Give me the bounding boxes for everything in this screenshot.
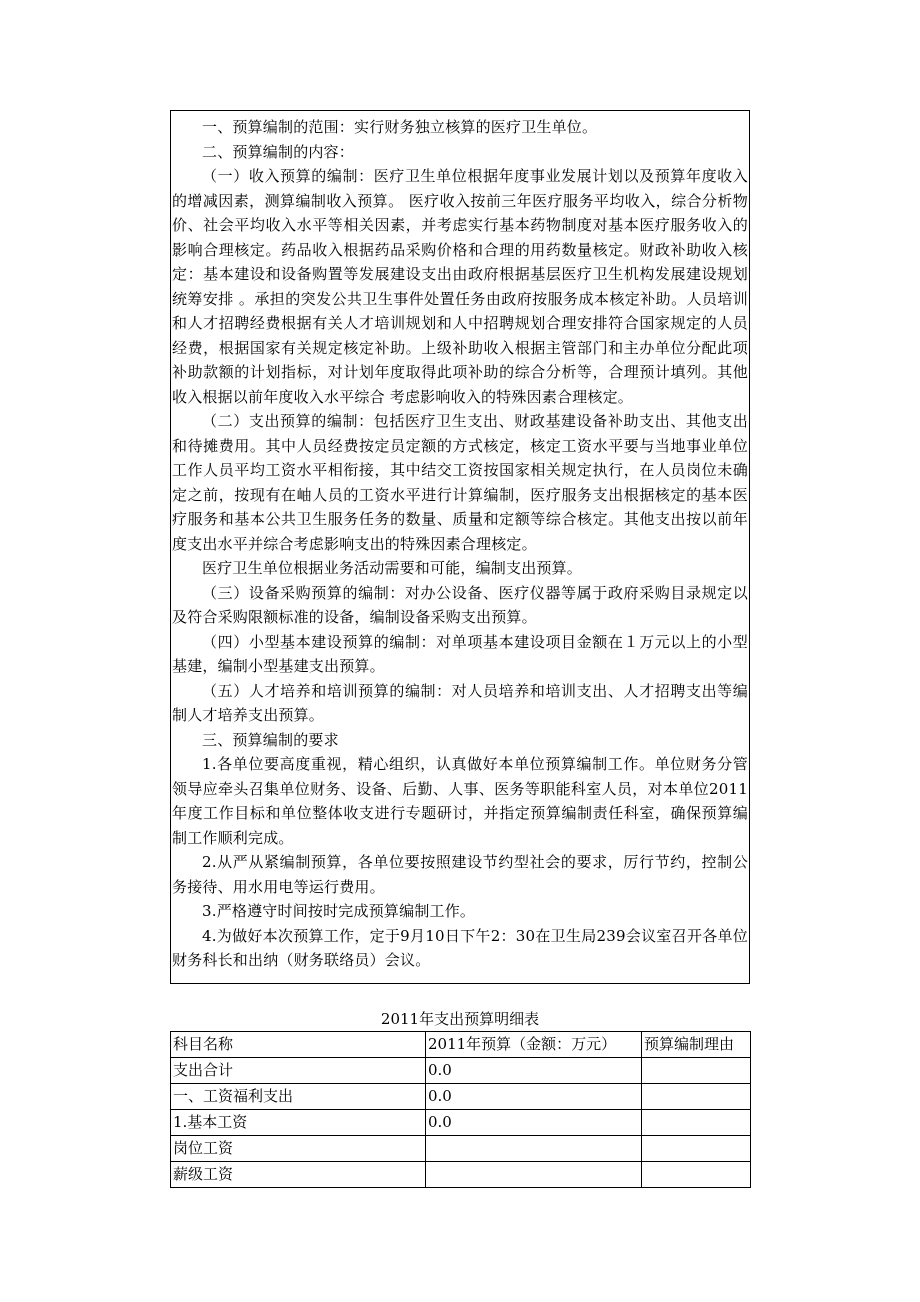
paragraph-content-heading: 二、预算编制的内容： (202, 142, 355, 161)
table-title: 2011年支出预算明细表 (380, 1010, 540, 1028)
table-cell: 0.0 (426, 1084, 642, 1110)
table-cell: 1.基本工资 (171, 1110, 426, 1136)
header-budget-amount: 2011年预算（金额：万元） (426, 1032, 642, 1058)
paragraph-scope: 一、预算编制的范围：实行财务独立核算的医疗卫生单位。 (202, 118, 598, 136)
table-cell (642, 1162, 751, 1188)
table-row (171, 1110, 751, 1136)
budget-table (170, 1031, 751, 1188)
header-subject-name: 科目名称 (171, 1032, 426, 1058)
table-cell (642, 1136, 751, 1162)
table-row (171, 1058, 751, 1084)
paragraph-expense-note: 医疗卫生单位根据业务活动需要和可能，编制支出预算。 (202, 559, 583, 577)
table-cell (426, 1136, 642, 1162)
table-cell: 岗位工资 (171, 1136, 426, 1162)
table-header-row (171, 1032, 751, 1058)
table-cell (642, 1084, 751, 1110)
table-cell: 薪级工资 (171, 1162, 426, 1188)
table-cell (642, 1058, 751, 1084)
table-row (171, 1162, 751, 1188)
paragraph-equipment-budget: （三）设备采购预算的编制：对办公设备、医疗仪器等属于政府采购目录规定以及符合采购限额标准的设备，编制设备采购支出预算。 (172, 583, 748, 626)
table-cell: 一、工资福利支出 (171, 1084, 426, 1110)
table-cell: 0.0 (426, 1058, 642, 1084)
paragraph-requirement-2: 2.从严从紧编制预算，各单位要按照建设节约型社会的要求，厉行节约，控制公务接待、用水用电等运行费用。 (172, 853, 748, 896)
header-budget-reason: 预算编制理由 (642, 1032, 751, 1058)
paragraph-requirement-4: 4.为做好本次预算工作，定于9月10日下午2：30在卫生局239会议室召开各单位财务科长和出纳（财务联络员）会议。 (172, 926, 748, 969)
paragraph-requirement-1: 1.各单位要高度重视，精心组织，认真做好本单位预算编制工作。单位财务分管领导应牵头召集单位财务、设备、后勤、人事、医务等职能科室人员，对本单位2011年度工作目标和单位整体收支进行专题研讨，并指定预算编制责任科室，确保预算编制工作顺利完成。 (172, 755, 748, 847)
paragraph-requirements-heading: 三、预算编制的要求 (202, 730, 339, 749)
table-cell: 0.0 (426, 1110, 642, 1136)
paragraph-construction-budget: （四）小型基本建设预算的编制：对单项基本建设项目金额在１万元以上的小型基建，编制小型基建支出预算。 (172, 632, 748, 675)
table-cell (642, 1110, 751, 1136)
paragraph-requirement-3: 3.严格遵守时间按时完成预算编制工作。 (202, 902, 476, 920)
notice-text-box (170, 110, 750, 984)
paragraph-training-budget: （五）人才培养和培训预算的编制：对人员培养和培训支出、人才招聘支出等编制人才培养支出预算。 (172, 681, 748, 724)
table-cell: 支出合计 (171, 1058, 426, 1084)
table-row (171, 1136, 751, 1162)
paragraph-expense-budget: （二）支出预算的编制：包括医疗卫生支出、财政基建设备补助支出、其他支出和待摊费用。其中人员经费按定员定额的方式核定，核定工资水平要与当地事业单位工作人员平均工资水平相衔接，其中结交工资按国家相关规定执行，在人员岗位未确定之前，按现有在岫人员的工资水平进行计算编制，医疗服务支出根据核定的基本医疗服务和基本公共卫生服务任务的数量、质量和定额等综合核定。其他支出按以前年度支出水平并综合考虑影响支出的特殊因素合理核定。 (172, 412, 748, 553)
paragraph-income-budget: （一）收入预算的编制：医疗卫生单位根据年度事业发展计划以及预算年度收入的增减因素，测算编制收入预算。 医疗收入按前三年医疗服务平均收入，综合分析物价、社会平均收入水平等相关因素，并考虑实行基本药物制度对基本医疗服务收入的影响合理核定。药品收入根据药品采购价格和合理的用药数量核定。财政补助收入核定：基本建设和设备购置等发展建设支出由政府根据基层医疗卫生机构发展建设规划统筹安排 。承担的突发公共卫生事件处置任务由政府按服务成本核定补助。人员培训和人才招聘经费根据有关人才培训规划和人中招聘规划合理安排符合国家规定的人员经费，根据国家有关规定核定补助。上级补助收入根据主管部门和主办单位分配此项补助款额的计划指标，对计划年度取得此项补助的综合分析等，合理预计填列。其他收入根据以前年度收入水平综合 考虑影响收入的特殊因素合理核定。 (172, 167, 748, 406)
table-row (171, 1084, 751, 1110)
table-cell (426, 1162, 642, 1188)
